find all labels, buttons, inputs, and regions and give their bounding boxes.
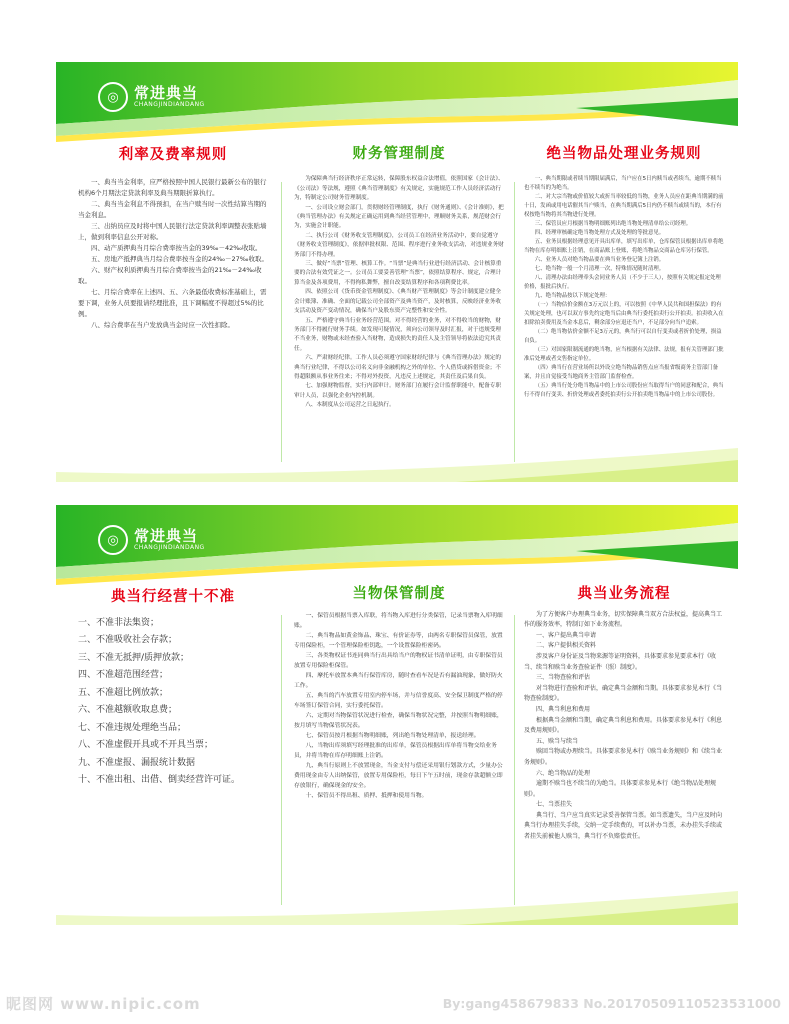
section-title: 当物保管制度	[352, 586, 446, 602]
paragraph: 一、客户提出典当申请	[536, 631, 597, 639]
paragraph: 三、当物查验和评估	[536, 674, 591, 682]
paragraph: 三、各类物权证书连同典当行出具给当户的物权证书清单证明，由专职保管员放置专用保险柜保管。	[294, 653, 503, 669]
column-divider	[514, 615, 515, 905]
paragraph: 二、典当当金利息不得预扣，在当户赎当时一次性结算当期的当金利息。	[78, 200, 267, 219]
paragraph: 三、保管员应月根据当物明细账列出绝当物处理清单给公司经理。	[534, 221, 692, 227]
paragraph: 八、本制度从公司运营之日起执行。	[305, 402, 395, 409]
paragraph: 涉及客户身份证及当物来源等证明资料，具体要求参见要求本行《收当、续当和赎当业务查验证件（照）制度》。	[524, 652, 717, 671]
business-process	[524, 586, 724, 843]
paragraph: 一、典当期限或者续当期限届满后，当户应在5日内赎当或者续当，逾期不赎当也不续当的为绝当。	[524, 176, 722, 191]
paragraph: 典当行、当户应当真实记录妥善保管当票。如当票遗失，当户应及时向典当行办理挂失手续，交纳一定手续费的，可以补办当票，未办挂失手续或者挂失前被他人赎当，典当行不负赔偿责任。	[524, 811, 723, 841]
section-body	[294, 175, 504, 410]
logo-emblem-icon: ◎	[98, 525, 128, 555]
list-item: 一、不准非法集资；	[78, 617, 160, 628]
paragraph: 根据典当金额和当期，确定典当利息和费用。具体要求参见本行《利息及费用规则》。	[524, 716, 723, 735]
paragraph: 二、典当物品如黄金饰品、珠宝、有价证券等，由两名专职保管员保管，放置专用保险柜，一个管理保险柜钥匙，一个设置保险柜密码。	[294, 633, 503, 649]
paragraph: 六、绝当物品的处理	[536, 769, 591, 777]
paragraph: 一、公司设立财会部门，贯彻财经管理制度，执行《财务通则》、《会计准则》，把《典当管理办法》有关规定正确运用到典当经营管理中，理顺财务关系，规范财会行为，实施会计职能。	[294, 204, 504, 230]
paragraph: 八、当物出库须填写经理批准的出库单，保管员根据出库单将当物交给业务员，并将当物在库存明细账上注销。	[294, 743, 497, 759]
list-item: 五、不准超比例放款；	[78, 687, 169, 698]
paragraph: （二）绝当物估价金额不足3万元的，典当行可以自行变卖或者折价处理，损益自负。	[524, 329, 722, 344]
paragraph: 五、房地产抵押典当月综合费率按当金的24‰－27‰收取。	[91, 255, 268, 263]
logo-emblem-icon: ◎	[98, 82, 128, 112]
column-divider	[514, 182, 515, 462]
section-title: 典当行经营十不准	[111, 589, 235, 605]
company-logo	[98, 525, 205, 555]
section-title: 利率及费率规则	[118, 147, 228, 163]
interest-rate-rules	[78, 147, 268, 331]
logo-name: 常进典当	[134, 84, 199, 102]
bottom-footer-wave	[56, 885, 738, 925]
section-body	[78, 177, 268, 331]
list-item: 三、不准无抵押/质押放款；	[78, 652, 190, 663]
paragraph: （三）对国家限制流通的绝当物，应当根据有关法律、法规，报有关管理部门批准后处理或者交售指定单位。	[524, 347, 724, 362]
list-item: 十、不准出租、出借、倒卖经营许可证。	[78, 775, 241, 785]
paragraph: 二、客户提供相关资料	[536, 642, 597, 650]
paragraph: 九、典当行原则上不放置现金，当金支付与偿还采用银行划款方式，少量办公费用现金由专人出纳保管，放置专用保险柜，每日下午五时前，现金存款超额立即存放银行，确保现金的安全。	[294, 763, 503, 789]
logo-name-en: CHANGJINDIANDANG	[134, 101, 205, 108]
finance-management-rules	[294, 146, 504, 411]
paragraph: （一）当物估价金额在3万元以上的，可以按照《中华人民共和国担保法》的有关规定处理，也可以双方事先约定绝当后由典当行委托拍卖行公开拍卖。拍卖收入在扣除拍卖费用及当金本息后，剩余部分应退还当户，不足部分向当户追索。	[524, 302, 724, 326]
paragraph: （五）典当行处分绝当物品中的上市公司股份应当取得当户的同意和配合，典当行不得自行变卖、折价处理或者委托拍卖行公开拍卖绝当物品中的上市公司股份。	[524, 383, 724, 398]
paragraph: 二、对大宗当物或价值较大或折当率较低的当物，业务人员应在距典当期满的前十日，发函或用电话催其当户赎当，在典当期满后5日内仍不赎当或续当的，本行有权按绝当物将其当物进行处理。	[524, 194, 724, 218]
paragraph: 四、动产质押典当月综合费率按当金的39‰－42‰收取。	[91, 244, 262, 252]
section-body	[78, 615, 268, 790]
paragraph: 十、保管员不得出租、质押、抵押和使用当物。	[305, 793, 428, 799]
list-item: 六、不准越额收取息费；	[78, 705, 178, 715]
column-divider	[281, 182, 282, 462]
intro-paragraph: 为了方便客户办理典当业务，切实保障典当双方合法权益，提高典当工作的服务效率，特制订如下业务流程。	[524, 610, 723, 629]
author-watermark: By:gang458679833 No.20170509110523531000	[442, 996, 781, 1011]
pledge-custody-rules	[294, 586, 504, 801]
paragraph: 一、典当当金利率，应严格按照中国人民银行最新公布的银行机构6个月期法定贷款利率及典当期限折算执行。	[78, 178, 267, 197]
section-title: 绝当物品处理业务规则	[546, 146, 702, 162]
paragraph: 逾期不赎当也不续当的为绝当。具体要求参见本行《绝当物品处理规则》。	[524, 780, 717, 798]
paragraph: 六、严肃财经纪律。工作人员必须遵守国家财经纪律与《典当管理办法》规定的典当行业纪律，不得以公司名义向非金融机构之外的单位、个人借贷或拆借资金；不得超限额从事业务往来；不得对外投资，凡违反上述规定，其责任及后果自负。	[294, 355, 501, 380]
paragraph: 七、加强财物监督，实行内部审计。财务部门在履行会计监督职能中，配备专职审计人员，以强化企业内控机制。	[294, 383, 501, 399]
paragraph: 三、做好“当票”管理、核算工作。“当票”是典当行业进行经济活动、会计核算重要的合法有效凭证之一。公司员工要妥善管理“当票”，依照结算程序、规定，合理计算当金及各项费用，不得徇私舞弊，擅自改变结算程序和各项利费比率。	[294, 261, 502, 286]
section-body	[524, 175, 724, 400]
top-footer-wave	[56, 442, 738, 482]
paragraph: 对当物进行查验和评估，确定典当金额和当期。具体要求参见本行《当物查验制度》。	[524, 684, 723, 703]
paragraph: 四、典当利息和费用	[536, 705, 591, 713]
section-body	[524, 610, 724, 843]
paragraph: 六、财产权利质押典当月综合费率按当金的21‰－24‰收取。	[78, 266, 262, 285]
ten-prohibitions	[78, 589, 268, 790]
paragraph: 四、经理审核确定绝当物处理方式及处理的等批意见。	[534, 230, 665, 236]
forfeited-goods-rules	[524, 146, 724, 400]
logo-name: 常进典当	[134, 527, 199, 545]
section-body	[294, 611, 504, 801]
list-item: 九、不准虚报、漏报统计数据	[78, 757, 196, 768]
paragraph: 五、典当的汽车放置专用室内停车场，并与信誉度高、安全保卫制度严格的停车场签订保管合同，实行委托保管。	[294, 693, 503, 709]
site-watermark: 昵图网 www.nipic.com	[6, 995, 201, 1013]
paragraph: 七、月综合费率在上述四、五、六条最低收费标准基础上，需要下调，业务人员要报请经理批准，且下调幅度不得超过5%的比例。	[78, 288, 267, 318]
paragraph: 六、定期对当物保管状况进行检查，确保当物状况完整，并按照当物明细账，按月填写当物保管状况表。	[294, 713, 503, 729]
list-item: 八、不准虚假开具或不开具当票；	[78, 740, 214, 750]
paragraph: 五、严格遵守典当行业务经营范围。对不得经营的业务，对不得收当的财物，财务部门不得履行财务手续。如发现可疑情况，须向公司领导及时汇报，对于违规受理不当业务，财物或未经查验入当财物，造成损失的责任人及主管领导将依法追究其责任。	[294, 317, 501, 352]
paragraph: 四、依照公司《货币资金管理制度》、《典当财产管理制度》等会计制度建立健全会计账簿、准确、全面的记载公司全部资产及典当资产，及时核算，反映经济业务收支活动及资产变动情况，确保当户及股东资产完整性和安全性。	[294, 289, 501, 315]
paragraph: 六、业务人员对绝当物品要在典当业务登记簿上注销。	[534, 257, 665, 263]
paragraph: 七、保管员按月根据当物明细账，列出绝当物处理清单，报送经理。	[305, 733, 480, 739]
logo-name-en: CHANGJINDIANDANG	[134, 544, 205, 551]
paragraph: 七、绝当物一般一个月清理一次，特殊情况随时清理。	[534, 266, 665, 272]
paragraph: 九、绝当物品按以下规定处理：	[534, 293, 611, 299]
paragraph: 一、保管员根据当票入库联，将当物入库进行分类保管，记录当票物入库明细账。	[294, 613, 503, 629]
section-title: 典当业务流程	[577, 586, 671, 602]
paragraph: 五、业务员根据经理意见开具出库单，填写出库单，仓库保管员根据出库单将绝当物在库存明细账上注销，在商品账上登账，将绝当物品交商品仓库另行保管。	[524, 239, 724, 254]
paragraph: 为保障典当行经济秩序正常运转，保障股东权益合法增值，依照国家《会计法》、《公司法》等法规，遵照《典当管理制度》有关规定，实施规范工作人员经济活动行为，特制定公司财务管理制度。	[294, 176, 504, 202]
top-board	[56, 62, 738, 482]
column-divider	[281, 615, 282, 905]
paragraph: 七、当票挂失	[536, 801, 573, 809]
paragraph: （四）典当行在营业场所以外设立绝当物品销售点应当报省级商务主管部门备案，并且自觉接受当地商务主管部门监督检查。	[524, 365, 719, 380]
paragraph: 二、执行公司《财务收支管理制度》，公司员工在经济业务活动中，要自觉遵守《财务收支管理制度》，依据审批权限、范围、程序进行业务收支活动，对违规业务财务部门不得办理。	[294, 232, 504, 258]
section-title: 财务管理制度	[352, 146, 446, 162]
bottom-board	[56, 505, 738, 925]
list-item: 二、不准吸收社会存款；	[78, 635, 178, 645]
paragraph: 八、清理办法由经理牵头会同业务人员（不少于三人），按照有关规定报定处理价格，报批后执行。	[524, 275, 721, 290]
paragraph: 四、摩托车放置本典当行保管库房，随时查看车况是否有漏油现象，做好防火工作。	[294, 673, 503, 689]
list-item: 四、不准超范围经营；	[78, 670, 169, 680]
list-item: 七、不准违规处理绝当品；	[78, 722, 187, 733]
paragraph: 八、综合费率在当户发放典当金时应一次性扣除。	[91, 321, 234, 329]
paragraph: 赎回当物或办理续当。具体要求参见本行《赎当业务规则》和《续当业务规则》。	[524, 748, 723, 766]
paragraph: 三、出纳员应及时将中国人民银行法定贷款利率调整表张贴墙上，做到利率信息公开对称。	[78, 222, 267, 241]
company-logo	[98, 82, 205, 112]
paragraph: 五、赎当与续当	[536, 737, 579, 745]
